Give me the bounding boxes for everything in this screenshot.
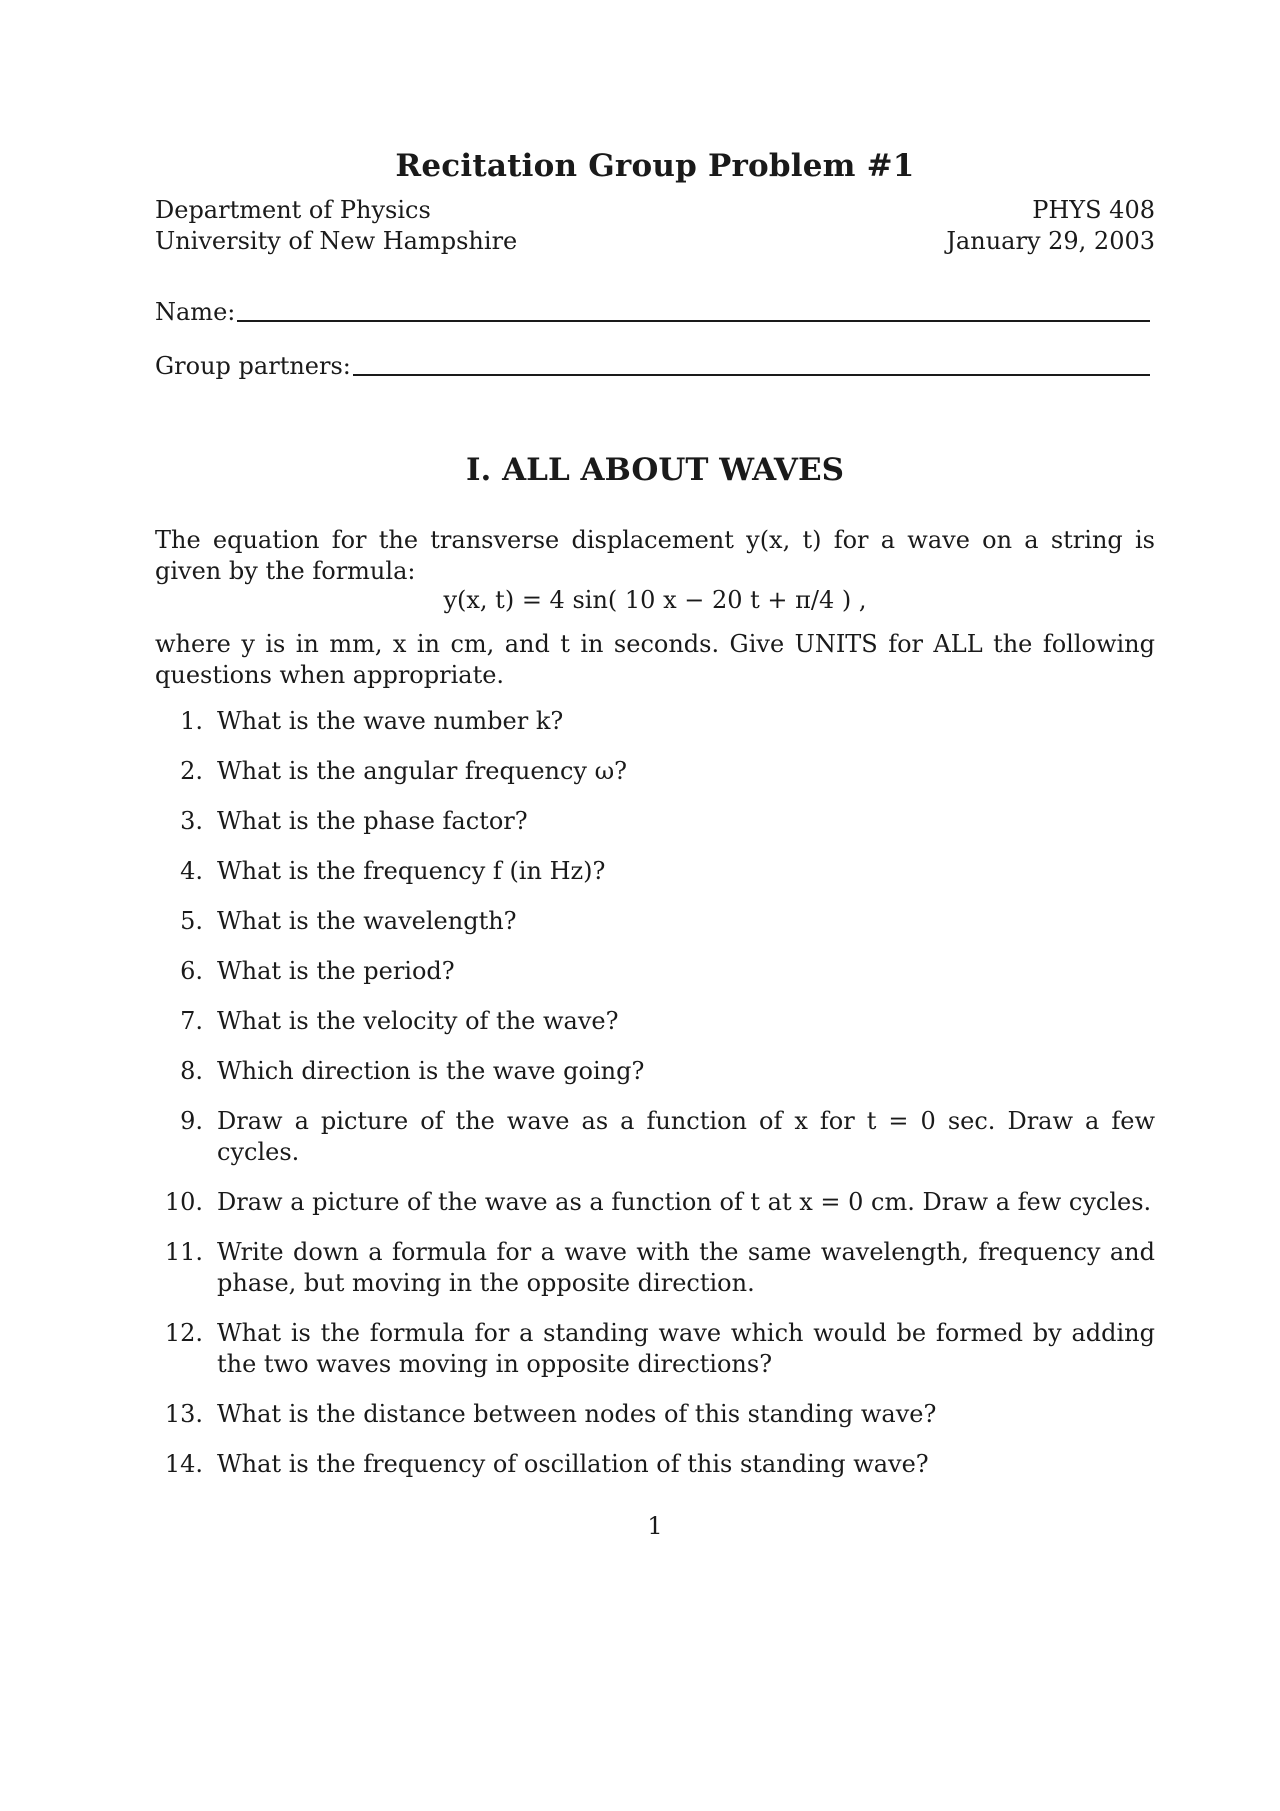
list-item [155,1237,1155,1299]
list-item [155,1106,1155,1168]
question-number: 4. [180,857,203,885]
list-item [155,806,1155,837]
question-number: 8. [180,1057,203,1085]
units-paragraph: where y is in mm, x in cm, and t in seconds. Give UNITS for ALL the following questions when appropriate. [155,630,1155,689]
question-text: What is the period? [217,957,455,985]
question-text: What is the velocity of the wave? [217,1007,619,1035]
question-number: 13. [164,1400,203,1428]
question-number: 11. [164,1238,203,1266]
header-right-block [946,195,1155,257]
question-text: What is the frequency f (in Hz)? [217,857,606,885]
question-text: What is the wavelength? [217,907,517,935]
question-text: What is the formula for a standing wave which would be formed by adding the two waves moving in opposite directions? [217,1319,1155,1378]
question-number: 1. [180,707,203,735]
university-text: University of New Hampshire [155,227,518,255]
course-text: PHYS 408 [1032,196,1155,224]
group-partners-label: Group partners: [155,352,351,380]
list-item [155,706,1155,737]
question-text: Write down a formula for a wave with the same wavelength, frequency and phase, but moving in the opposite direction. [217,1238,1155,1297]
list-item [155,1318,1155,1380]
document-page [155,0,1155,1811]
header-left-block [155,195,517,257]
group-partners-blank-line[interactable] [353,374,1150,376]
question-number: 5. [180,907,203,935]
question-number: 10. [164,1188,203,1216]
list-item [155,956,1155,987]
name-field[interactable] [155,298,1150,326]
question-text: What is the phase factor? [217,807,528,835]
department-text: Department of Physics [155,196,431,224]
list-item [155,1056,1155,1087]
list-item [155,856,1155,887]
question-text: What is the wave number k? [217,707,564,735]
question-number: 14. [164,1450,203,1478]
name-blank-line[interactable] [237,320,1150,322]
list-item [155,1187,1155,1218]
question-number: 6. [180,957,203,985]
question-number: 9. [180,1107,203,1135]
question-number: 3. [180,807,203,835]
question-text: What is the distance between nodes of this standing wave? [217,1400,937,1428]
question-number: 2. [180,757,203,785]
intro-paragraph: The equation for the transverse displacement y(x, t) for a wave on a string is given by the formula: [155,526,1155,585]
document-title: Recitation Group Problem #1 [395,148,915,184]
group-partners-field[interactable] [155,352,1150,380]
section-title: I. ALL ABOUT WAVES [466,452,844,488]
question-text: Draw a picture of the wave as a function of t at x = 0 cm. Draw a few cycles. [217,1188,1152,1216]
list-item [155,1399,1155,1430]
name-label: Name: [155,298,236,326]
page-number: 1 [647,1512,663,1540]
list-item [155,756,1155,787]
list-item [155,1449,1155,1480]
date-text: January 29, 2003 [946,227,1155,255]
list-item [155,906,1155,937]
question-text: Draw a picture of the wave as a function of x for t = 0 sec. Draw a few cycles. [217,1107,1155,1166]
question-number: 12. [164,1319,203,1347]
question-text: What is the frequency of oscillation of this standing wave? [217,1450,929,1478]
question-text: What is the angular frequency ω? [217,757,628,785]
list-item [155,1006,1155,1037]
question-list [155,706,1155,1499]
question-number: 7. [180,1007,203,1035]
question-text: Which direction is the wave going? [217,1057,645,1085]
wave-equation: y(x, t) = 4 sin( 10 x − 20 t + π/4 ) , [443,586,867,614]
